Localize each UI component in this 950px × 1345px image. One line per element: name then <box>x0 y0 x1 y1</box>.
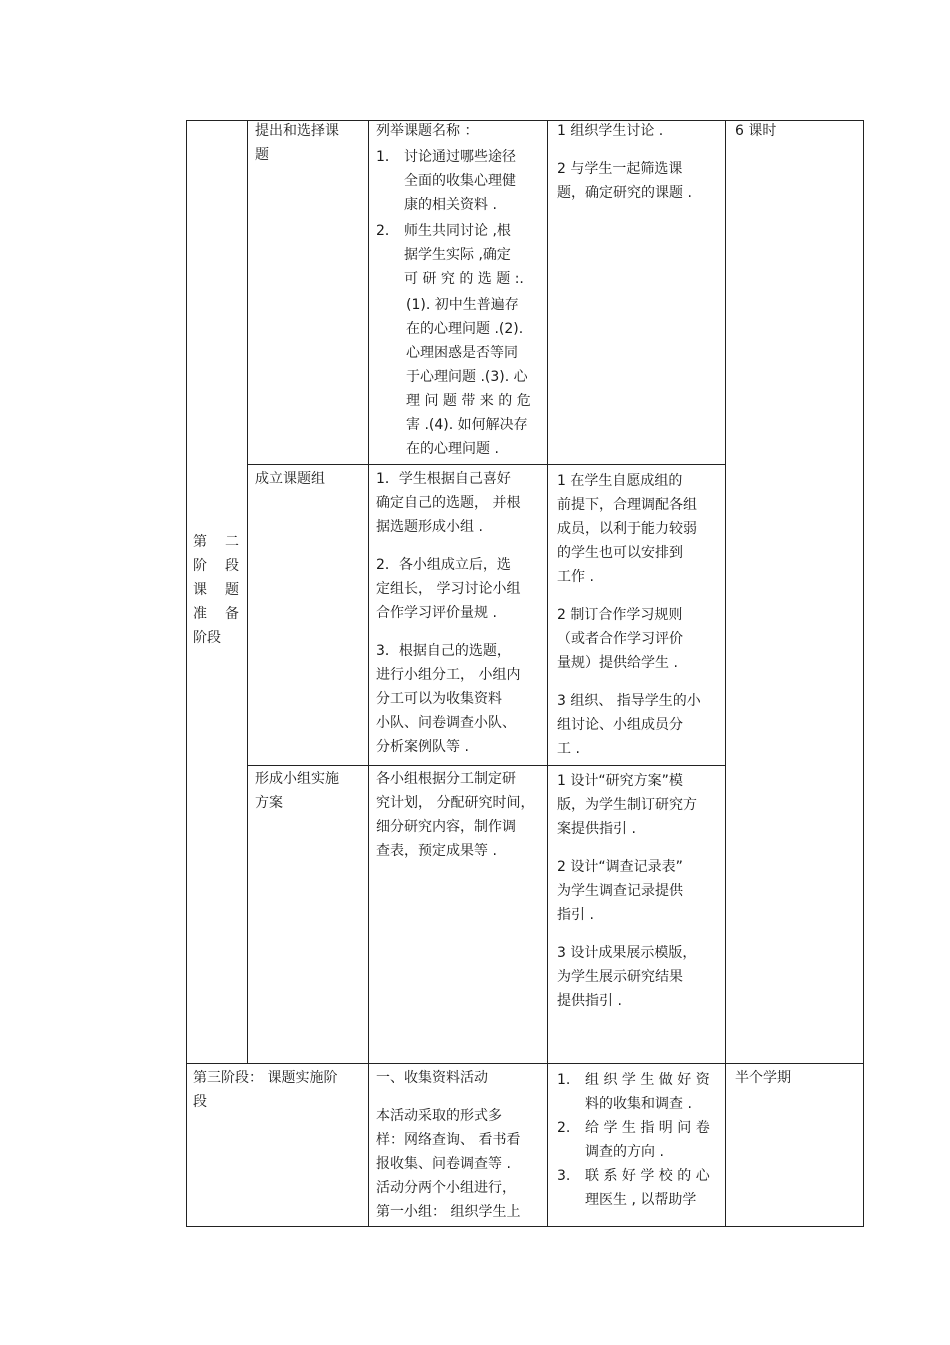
row1-time: 6 课时 <box>735 123 777 139</box>
stage2-label-line: 阶 段 <box>193 558 239 574</box>
stage2-label-line: 准 备 <box>193 606 239 622</box>
list-item: 2. 给 学 生 指 明 问 卷 调查的方向 . <box>557 1120 710 1160</box>
row2-teacher: 1 在学生自愿成组的 前提下，合理调配各组 成员，以利于能力较弱 的学生也可以安排到 工作 . 2 制订合作学习规则 （或者合作学习评价 量规）提供给学生 . 3 组织、 指导学生的小 组讨论、小组成员分 工 . <box>557 473 701 757</box>
content-title: 列举课题名称 ： <box>376 123 479 139</box>
stage2-label-line: 课 题 <box>193 582 239 598</box>
content-title: 一、收集资料活动 <box>376 1070 488 1086</box>
list-item: 1． 讨论通过哪些途径 全面的收集心理健 康的相关资料 . <box>376 149 516 213</box>
row2-step: 成立课题组 <box>255 471 325 487</box>
stage3-teacher <box>557 1068 717 1212</box>
row3-teacher: 1 设计“研究方案”模 版，为学生制订研究方 案提供指引 . 2 设计“调查记录表” 为学生调查记录提供 指引 . 3 设计成果展示模版， 为学生展示研究结果 提供指引 . <box>557 773 697 1009</box>
list-item: 1. 组 织 学 生 做 好 资 料的收集和调查 . <box>557 1072 710 1112</box>
sub-list: (1). 初中生普遍存 在的心理问题 .(2). 心理困惑是否等同 于心理问题 .(3). 心 理 问 题 带 来 的 危 害 .(4). 如何解决存 在的心理问题 . <box>406 297 531 457</box>
stage2-label-line: 阶段 <box>193 630 221 646</box>
row3-step: 形成小组实施 方案 <box>255 771 339 811</box>
row3-content: 各小组根据分工制定研 究计划， 分配研究时间， 细分研究内容，制作调 查表，预定成果等 . <box>376 771 535 859</box>
row2-content: 1．学生根据自己喜好 确定自己的选题， 并根 据选题形成小组 . 2．各小组成立后，选 定组长， 学习讨论小组 合作学习评价量规 . 3．根据自己的选题， 进行小组分工， 小组内 分工可以为收集资料 小队、问卷调查小队、 分析案例队等 . <box>376 471 521 755</box>
stage2-label-line: 第 二 <box>193 534 239 550</box>
row1-content <box>376 119 540 461</box>
list-item: 2． 师生共同讨论 ,根 据学生实际 ,确定 可 研 究 的 选 题 :. <box>376 223 524 287</box>
list-item: 3. 联 系 好 学 校 的 心 理医生 , 以帮助学 <box>557 1168 710 1208</box>
stage3-content: 一、收集资料活动 本活动采取的形式多 样：网络查询、 看书看 报收集、问卷调查等 . 活动分两个小组进行， 第一小组： 组织学生上 <box>376 1066 540 1224</box>
row1-step: 提出和选择课 题 <box>255 123 339 163</box>
stage3-time: 半个学期 <box>735 1070 791 1086</box>
stage2-label <box>193 530 239 650</box>
stage3-label: 第三阶段： 课题实施阶 段 <box>193 1070 338 1110</box>
row1-teacher: 1 组织学生讨论 . 2 与学生一起筛选课 题，确定研究的课题 . <box>557 123 692 201</box>
